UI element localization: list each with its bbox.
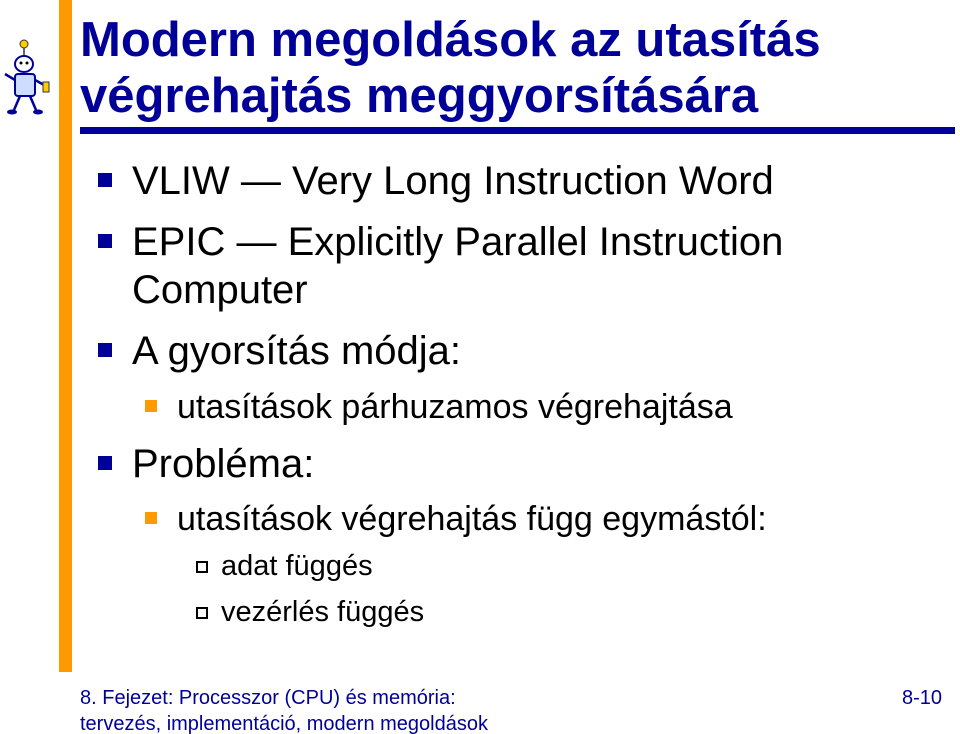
title-line-2: végrehajtás meggyorsítására (80, 69, 759, 123)
bullet-text: utasítások párhuzamos végrehajtása (177, 388, 733, 426)
bullet-text-line-2: Computer (132, 268, 308, 312)
subsubbullet-control-dependency (221, 595, 424, 629)
square-bullet-icon (98, 173, 112, 187)
subbullet-dependency (177, 499, 767, 539)
footer-chapter (80, 685, 488, 734)
page-number: 8-10 (901, 687, 942, 709)
hollow-square-bullet-icon (196, 607, 208, 619)
bullet-text: adat függés (221, 550, 373, 582)
bullet-speedup-method (132, 327, 461, 375)
bullet-text: utasítások végrehajtás függ egymástól: (177, 500, 767, 538)
hollow-square-bullet-icon (196, 561, 208, 573)
square-bullet-icon (98, 234, 112, 248)
footer-line-1: 8. Fejezet: Processzor (CPU) és memória: (80, 687, 456, 709)
slide-title (80, 12, 950, 124)
bullet-text: Probléma: (132, 442, 315, 486)
square-bullet-icon (98, 456, 112, 470)
bullet-text: vezérlés függés (221, 596, 425, 628)
bullet-text: A gyorsítás módja: (132, 329, 462, 373)
square-bullet-icon (98, 343, 112, 357)
bullet-text-line-1: EPIC — Explicitly Parallel Instruction (132, 220, 784, 264)
bullet-problem (132, 440, 314, 488)
bullet-vliw (132, 157, 774, 205)
square-bullet-icon (145, 400, 157, 412)
accent-bar (59, 0, 72, 672)
bullet-epic (132, 218, 783, 314)
cartoon-mascot-icon (2, 34, 52, 118)
subbullet-parallel-execution (177, 387, 733, 427)
footer-line-2: tervezés, implementáció, modern megoldások (80, 713, 488, 734)
title-line-1: Modern megoldások az utasítás (80, 13, 821, 67)
bullet-text: VLIW — Very Long Instruction Word (132, 159, 774, 203)
square-bullet-icon (145, 512, 157, 524)
title-underline (80, 127, 955, 134)
subsubbullet-data-dependency (221, 549, 373, 583)
